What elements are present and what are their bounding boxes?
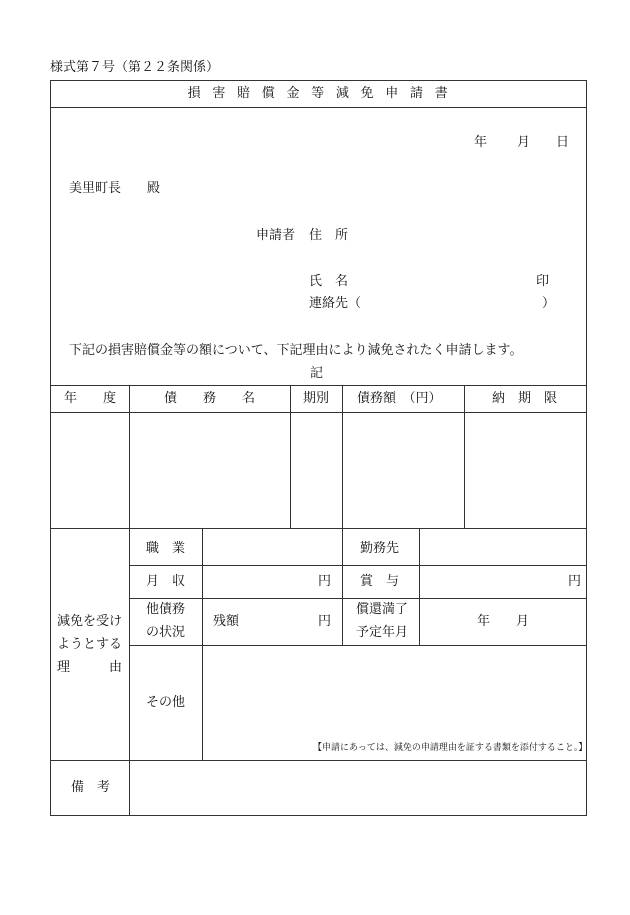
header-due-date: 納 期 限 (492, 391, 558, 406)
reason-row-line-1 (129, 565, 587, 566)
col-divider-2 (290, 385, 291, 528)
header-period: 期別 (303, 391, 330, 406)
remarks-label: 備 考 (71, 780, 111, 795)
reason-label-line-1: 減免を受け (57, 614, 123, 629)
addressee: 美里町長 殿 (69, 181, 161, 196)
occupation-label: 職 業 (146, 541, 186, 556)
attachment-note: 【申請にあっては、減免の申請理由を証する書類を添付すること。】 (313, 743, 588, 753)
ki-label: 記 (310, 366, 324, 381)
repayment-year-month: 年 月 (477, 614, 530, 629)
name-label: 氏 名 (309, 274, 349, 289)
reason-right-divider (419, 528, 420, 645)
date-day-label: 日 (556, 135, 570, 150)
monthly-income-label: 月 収 (146, 574, 186, 589)
title-divider (50, 107, 587, 108)
address-label: 住 所 (309, 228, 349, 243)
balance-label: 残額 (213, 614, 240, 629)
repayment-line-1: 償還満了 (356, 602, 409, 617)
header-amount: 債務額 （円） (357, 391, 442, 406)
application-statement: 下記の損害賠償金等の額について、下記理由により減免されたく申請します。 (69, 343, 523, 358)
form-title: 損害賠償金等減免申請書 (187, 86, 460, 101)
applicant-label: 申請者 (256, 228, 296, 243)
other-debts-line-1: 他債務 (146, 602, 186, 617)
reason-row-line-3 (129, 645, 587, 646)
seal-mark: 印 (536, 274, 550, 289)
header-year: 年 度 (64, 391, 117, 406)
bonus-label: 賞 与 (360, 574, 400, 589)
table-bottom-line (50, 528, 587, 529)
reason-row-line-2 (129, 598, 587, 599)
contact-close: ） (542, 296, 556, 311)
col-divider-1 (129, 385, 130, 528)
reason-label-line-2: ようとする (57, 637, 123, 652)
date-month-label: 月 (517, 135, 531, 150)
repayment-line-2: 予定年月 (356, 625, 409, 640)
remarks-top-line (50, 760, 587, 761)
table-top-line (50, 385, 587, 386)
col-divider-4 (464, 385, 465, 528)
col-divider-3 (342, 385, 343, 528)
workplace-label: 勤務先 (360, 541, 400, 556)
others-label: その他 (146, 695, 186, 710)
date-year-label: 年 (474, 135, 488, 150)
reason-mid-divider (342, 528, 343, 645)
header-debt-name: 債 務 名 (164, 391, 256, 406)
reason-item-divider (202, 528, 203, 760)
contact-label: 連絡先（ (309, 296, 362, 311)
bonus-yen: 円 (568, 574, 582, 589)
form-id: 様式第７号（第２２条関係） (50, 60, 220, 75)
reason-label-divider (129, 528, 130, 816)
balance-yen: 円 (318, 614, 332, 629)
table-header-line (50, 412, 587, 413)
reason-label-line-3: 理 由 (57, 660, 123, 675)
monthly-income-yen: 円 (318, 574, 332, 589)
other-debts-line-2: の状況 (146, 625, 186, 640)
